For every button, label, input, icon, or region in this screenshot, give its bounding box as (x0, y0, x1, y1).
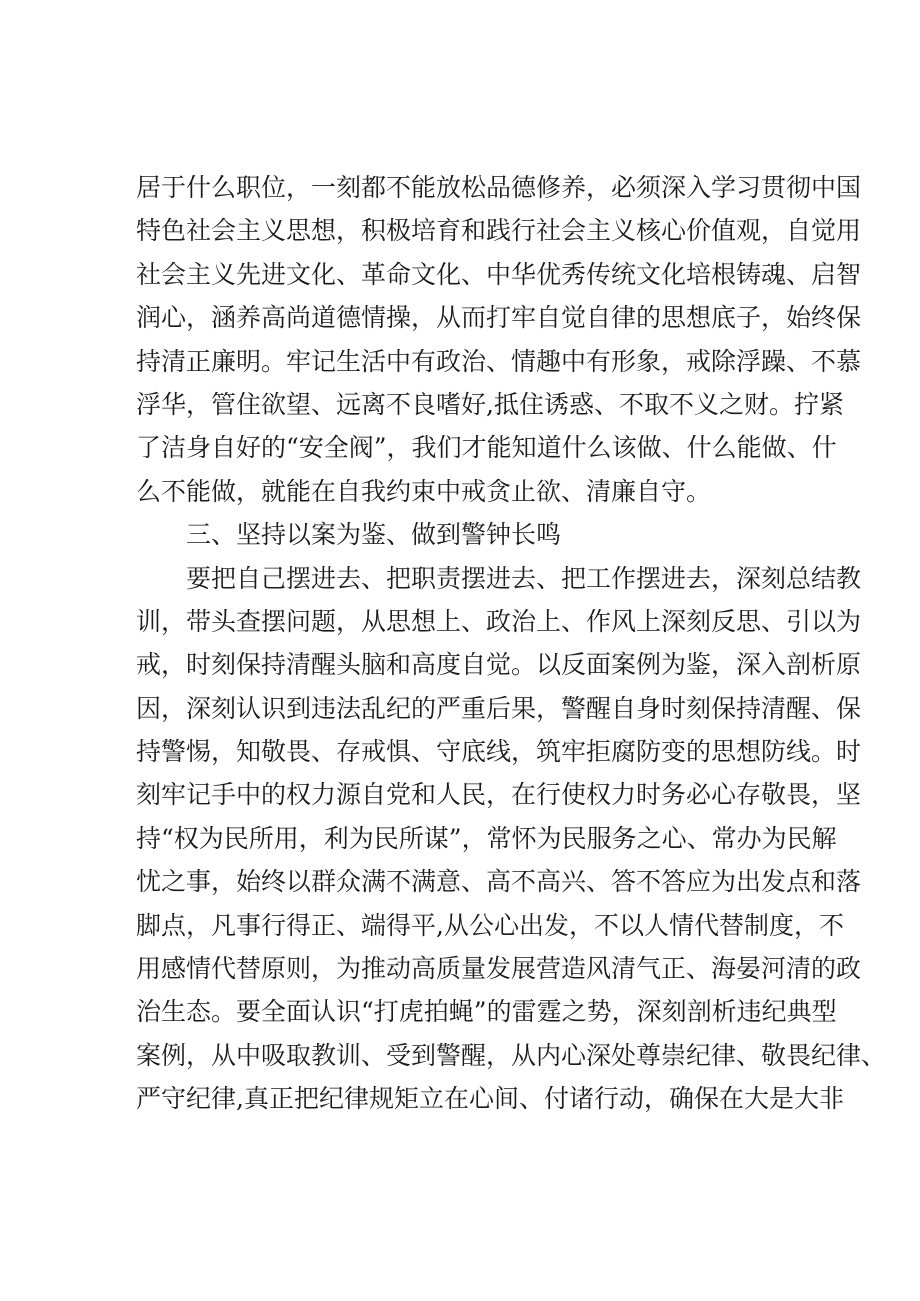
paragraph-line: 浮华，管住欲望、远离不良嗜好,抵住诱惑、不取不义之财。拧紧 (136, 389, 844, 419)
paragraph-line: 持清正廉明。牢记生活中有政治、情趣中有形象，戒除浮躁、不慕 (136, 346, 862, 376)
document-body (136, 166, 887, 1121)
paragraph-line: 训，带头查摆问题，从思想上、政治上、作风上深刻反思、引以为 (136, 606, 862, 636)
paragraph-line: 么不能做，就能在自我约束中戒贪止欲、清廉自守。 (136, 476, 712, 506)
paragraph-line: 润心，涵养高尚道德情操，从而打牢自觉自律的思想底子，始终保 (136, 303, 862, 333)
paragraph-line: 忧之事，始终以群众满不满意、高不高兴、答不答应为出发点和落 (136, 867, 862, 897)
paragraph-line: 了洁身自好的“安全阀”，我们才能知道什么该做、什么能做、什 (136, 433, 837, 463)
paragraph-line: 刻牢记手中的权力源自党和人民，在行使权力时务必心存敬畏，坚 (136, 780, 862, 810)
section-heading: 三、坚持以案为鉴、做到警钟长鸣 (186, 520, 562, 550)
paragraph-line: 严守纪律,真正把纪律规矩立在心间、付诸行动，确保在大是大非 (136, 1084, 844, 1114)
paragraph-line: 治生态。要全面认识“打虎拍蝇”的雷霆之势，深刻剖析违纪典型 (136, 997, 837, 1027)
paragraph-line: 持“权为民所用，利为民所谋”，常怀为民服务之心、常办为民解 (136, 823, 837, 853)
paragraph-line: 特色社会主义思想，积极培育和践行社会主义核心价值观，自觉用 (136, 216, 862, 246)
paragraph-line: 脚点，凡事行得正、端得平,从公心出发，不以人情代替制度，不 (136, 910, 844, 940)
paragraph-line: 要把自己摆进去、把职责摆进去、把工作摆进去，深刻总结教 (186, 563, 862, 593)
paragraph-1 (136, 166, 862, 513)
paragraph-line: 案例，从中吸取教训、受到警醒，从内心深处尊崇纪律、敬畏纪律、 (136, 1040, 887, 1070)
paragraph-line: 戒，时刻保持清醒头脑和高度自觉。以反面案例为鉴，深入剖析原 (136, 650, 862, 680)
paragraph-line: 居于什么职位，一刻都不能放松品德修养，必须深入学习贯彻中国 (136, 173, 862, 202)
paragraph-2 (136, 557, 887, 1121)
paragraph-line: 因，深刻认识到违法乱纪的严重后果，警醒自身时刻保持清醒、保 (136, 693, 862, 723)
paragraph-line: 持警惕，知敬畏、存戒惧、守底线，筑牢拒腐防变的思想防线。时 (136, 737, 862, 767)
paragraph-line: 社会主义先进文化、革命文化、中华优秀传统文化培根铸魂、启智 (136, 259, 862, 289)
paragraph-line: 用感情代替原则，为推动高质量发展营造风清气正、海晏河清的政 (136, 954, 862, 984)
